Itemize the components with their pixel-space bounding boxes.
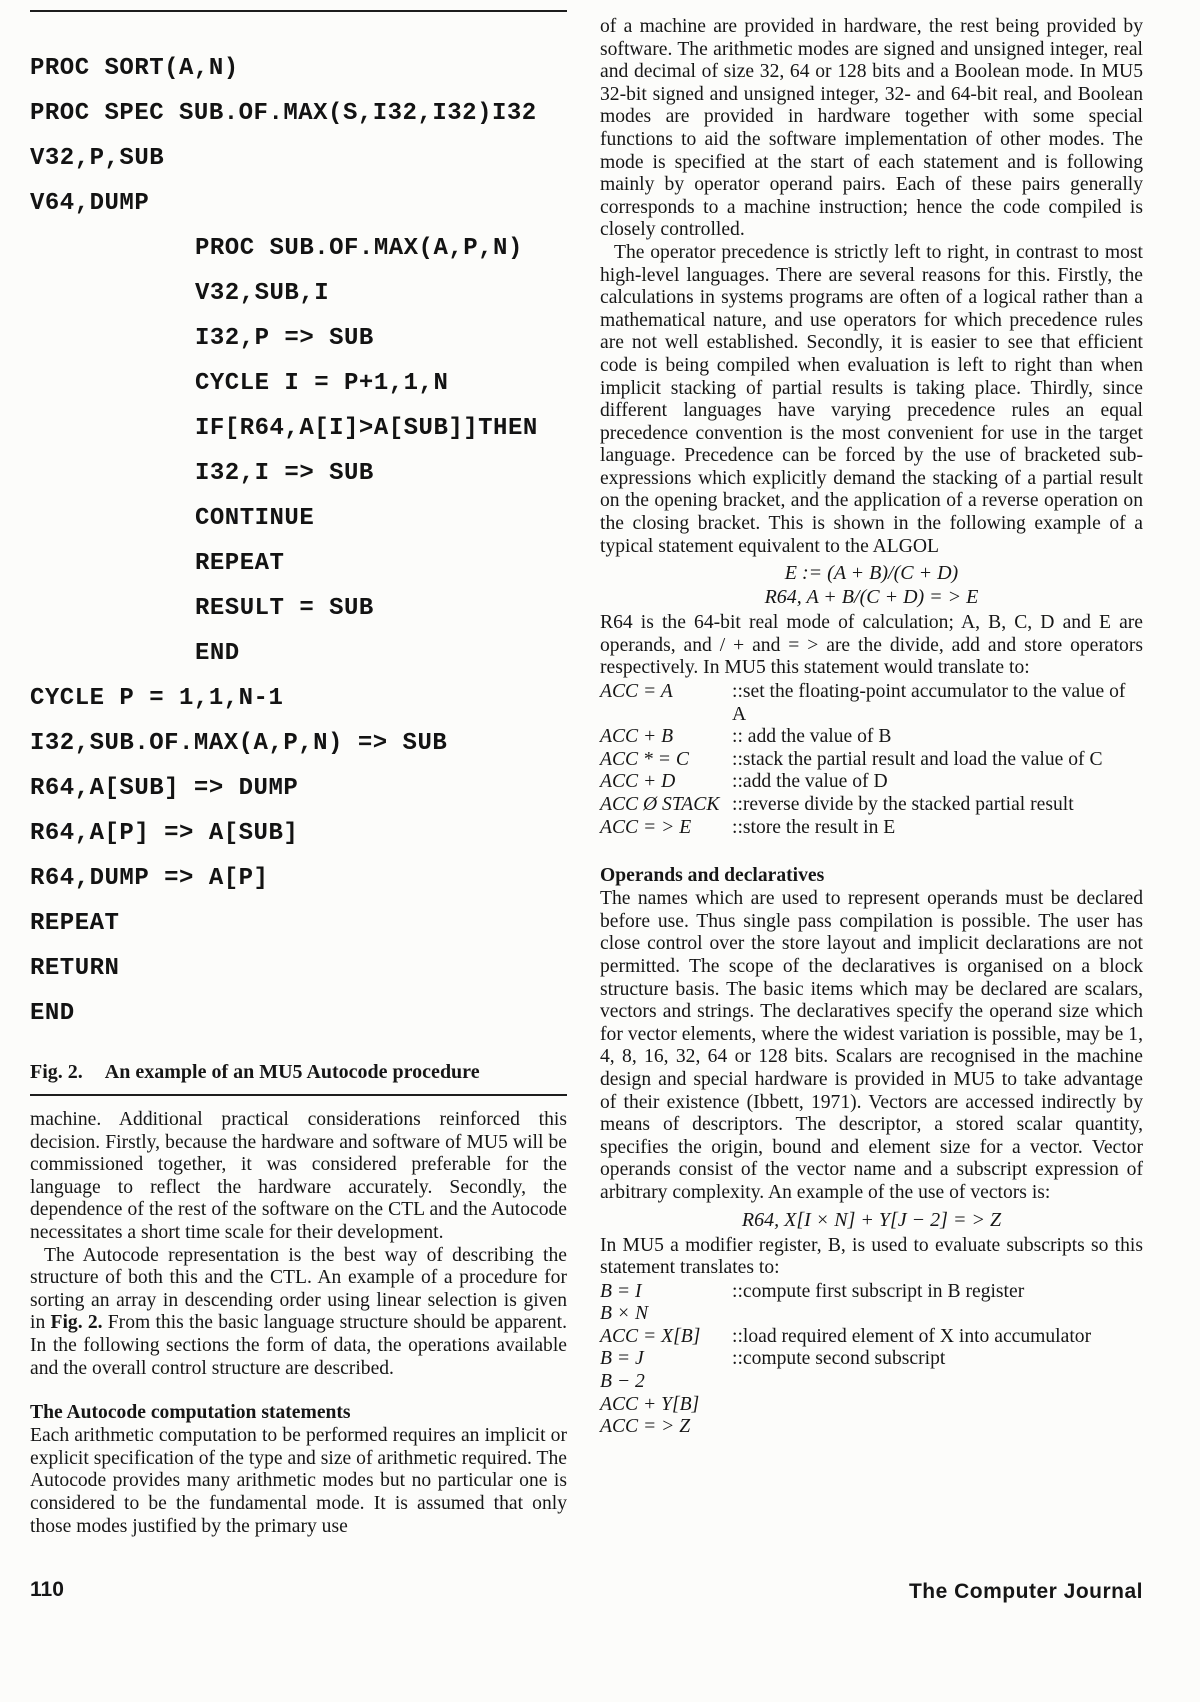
translation-row — [600, 794, 1143, 817]
description-cell: :: add the value of B — [732, 726, 892, 748]
description-cell: ::load required element of X into accumulator — [732, 1325, 1092, 1347]
paragraph-operator-precedence: The operator precedence is strictly left to right, in contrast to most high-level languages. There are several reasons for this. Firstly, the calculations in systems programs are often of a logical rather than a mathematical nature, and use operators for which precedence rules are not well established. Secondly, it is easier to see that efficient code is being compiled when evaluation is left to right than when implicit stacking of partial results is taking place. Thirdly, since different languages have varying precedence rules an equal precedence convention is the most convenient for use in the target language. Precedence can be forced by the use of bracketed sub-expressions which explicitly demand the stacking of a partial result on the opening bracket, and the application of a reverse operation on the closing bracket. This is shown in the following example of a typical statement equivalent to the ALGOL — [600, 241, 1143, 557]
paragraph-r64-explanation: R64 is the 64-bit real mode of calculation; A, B, C, D and E are operands, and / + and = > are the divide, add and store operators respectively. In MU5 this statement would translate to: — [600, 612, 1143, 679]
translation-row — [600, 771, 1143, 794]
translation-row — [600, 726, 1143, 749]
translation-row — [600, 817, 1143, 840]
description-cell: ::store the result in E — [732, 816, 896, 838]
code-line: V32,P,SUB — [30, 145, 165, 172]
left-body-text — [30, 1109, 567, 1538]
translation-row — [600, 1326, 1143, 1349]
code-line: REPEAT — [30, 910, 120, 937]
description-cell: ::compute second subscript — [732, 1348, 946, 1370]
figure-caption-text: An example of an MU5 Autocode procedure — [104, 1061, 480, 1083]
code-cell: ACC + B — [600, 726, 674, 748]
equation-block — [600, 561, 1143, 609]
code-line: CYCLE P = 1,1,N-1 — [30, 685, 284, 712]
description-cell: ::set the floating-point accumulator to the value of A — [732, 681, 1126, 725]
figure-caption — [30, 1060, 567, 1084]
figure-bottom-rule — [30, 1094, 567, 1096]
page-number: 110 — [30, 1578, 64, 1601]
code-cell: ACC = X[B] — [600, 1325, 701, 1347]
code-line: R64,A[SUB] => DUMP — [30, 775, 299, 802]
left-column — [30, 10, 567, 1538]
translation-row — [600, 681, 1143, 726]
translation-row — [600, 1348, 1143, 1371]
translation-table-b — [600, 1281, 1143, 1439]
description-cell — [732, 1416, 1143, 1439]
code-line: I32,SUB.OF.MAX(A,P,N) => SUB — [30, 730, 448, 757]
translation-row — [600, 1371, 1143, 1394]
code-line: R64,DUMP => A[P] — [30, 865, 269, 892]
code-line: RESULT = SUB — [195, 595, 374, 622]
description-cell: ::compute first subscript in B register — [732, 1280, 1025, 1302]
right-body-text — [600, 16, 1143, 1439]
translation-row — [600, 749, 1143, 772]
equation-algol: E := (A + B)/(C + D) — [784, 562, 959, 585]
code-line: I32,P => SUB — [195, 325, 374, 352]
description-cell — [732, 1303, 1143, 1326]
code-line: V32,SUB,I — [195, 280, 330, 307]
code-line: END — [195, 640, 240, 667]
vector-equation-block — [600, 1208, 1143, 1232]
equation-mu5: R64, A + B/(C + D) = > E — [764, 586, 979, 609]
paragraph-autocode-after: From this the basic language structure should be apparent. In the following sections the form of data, the operations available and the overall control structure are described. — [30, 1312, 568, 1379]
code-line: PROC SPEC SUB.OF.MAX(S,I32,I32)I32 — [30, 100, 537, 127]
autocode-listing — [30, 46, 567, 1036]
description-cell: ::add the value of D — [732, 771, 888, 793]
code-cell: ACC + D — [600, 771, 676, 793]
code-line: I32,I => SUB — [195, 460, 374, 487]
code-line: END — [30, 1000, 75, 1027]
code-cell: B = J — [600, 1348, 644, 1370]
code-line: V64,DUMP — [30, 190, 150, 217]
code-line: CYCLE I = P+1,1,N — [195, 370, 449, 397]
description-cell: ::reverse divide by the stacked partial result — [732, 794, 1074, 815]
paragraph-arithmetic-modes: of a machine are provided in hardware, the rest being provided by software. The arithmetic modes are signed and unsigned integer, real and decimal of size 32, 64 or 128 bits and a Boolean mode. In MU5 32-bit signed and unsigned integer, 32- and 64-bit real, and Boolean modes are provided in hardware together with some special functions to aid the software implementation of other modes. The mode is specified at the start of each statement and is following mainly by operator operand pairs. Each of these pairs generally corresponds to a machine instruction; hence the code compiled is closely controlled. — [600, 16, 1143, 241]
figure-top-rule — [30, 10, 567, 12]
paragraph-modifier-register: In MU5 a modifier register, B, is used to evaluate subscripts so this statement translates to: — [600, 1234, 1143, 1279]
code-cell: ACC = > Z — [600, 1416, 691, 1438]
paragraph-each-arithmetic: Each arithmetic computation to be performed requires an implicit or explicit specification of the type and size of arithmetic required. The Autocode provides many arithmetic modes but no particular one is considered to be the fundamental mode. It is assumed that only those modes justified by the primary use — [30, 1425, 567, 1537]
code-cell: B × N — [600, 1303, 649, 1325]
description-cell — [732, 1394, 1143, 1417]
translation-row — [600, 1394, 1143, 1417]
code-line: PROC SORT(A,N) — [30, 55, 239, 82]
code-cell: ACC * = C — [600, 748, 689, 770]
right-column — [600, 16, 1143, 1439]
code-cell: ACC = > E — [600, 816, 692, 838]
paragraph-machine: machine. Additional practical considerations reinforced this decision. Firstly, because the hardware and software of MU5 will be commissioned together, it was considered preferable for the language to reflect the hardware accurately. Secondly, the dependence of the rest of the software on the CTL and the Autocode necessitates a short time scale for their development. — [30, 1109, 567, 1243]
equation-vector: R64, X[I × N] + Y[J − 2] = > Z — [741, 1208, 1002, 1231]
code-line: RETURN — [30, 955, 120, 982]
code-cell: B = I — [600, 1280, 642, 1302]
code-cell: ACC = A — [600, 681, 673, 703]
figure-caption-label: Fig. 2. — [30, 1061, 83, 1083]
description-cell: ::stack the partial result and load the value of C — [732, 748, 1103, 770]
paragraph-operand-names: The names which are used to represent operands must be declared before use. Thus single pass compilation is possible. The user has close control over the store layout and implicit declarations are not permitted. The scope of the declaratives is organised on a block structure basis. The basic items which may be declared are scalars, vectors and strings. The declaratives specify the operand size which for vector elements, where the widest variation is possible, may be 1, 4, 8, 16, 32, 64 or 128 bits. Scalars are recognised in the machine design and special hardware is provided in MU5 to take advantage of their existence (Ibbett, 1971). Vectors are accessed indirectly by means of descriptors. The descriptor, a stored scalar quantity, specifies the origin, bound and element size for a vector. Vector operands consist of the vector name and a subscript expression of arbitrary complexity. An example of the use of vectors is: — [600, 888, 1143, 1203]
journal-name: The Computer Journal — [908, 1580, 1143, 1603]
section-heading-operands: Operands and declaratives — [600, 865, 825, 887]
code-cell: B − 2 — [600, 1371, 645, 1393]
translation-row — [600, 1281, 1143, 1304]
code-line: REPEAT — [195, 550, 285, 577]
translation-row — [600, 1416, 1143, 1439]
code-line: PROC SUB.OF.MAX(A,P,N) — [195, 235, 523, 262]
paragraph-autocode-before: The Autocode representation is the best way of describing the structure of both this and the CTL. An example of a procedure for sorting an array in descending order using linear selection is given in — [30, 1244, 567, 1334]
code-cell: ACC Ø STACK — [600, 794, 720, 815]
code-line: R64,A[P] => A[SUB] — [30, 820, 299, 847]
code-cell: ACC + Y[B] — [600, 1393, 700, 1415]
code-line: CONTINUE — [195, 505, 315, 532]
description-cell — [732, 1371, 1143, 1394]
translation-row — [600, 1303, 1143, 1326]
code-line: IF[R64,A[I]>A[SUB]]THEN — [195, 415, 538, 442]
translation-table-acc — [600, 681, 1143, 839]
section-heading-computation: The Autocode computation statements — [30, 1402, 351, 1424]
paragraph-autocode-representation — [30, 1245, 567, 1381]
figure-reference-bold: Fig. 2. — [50, 1312, 103, 1334]
